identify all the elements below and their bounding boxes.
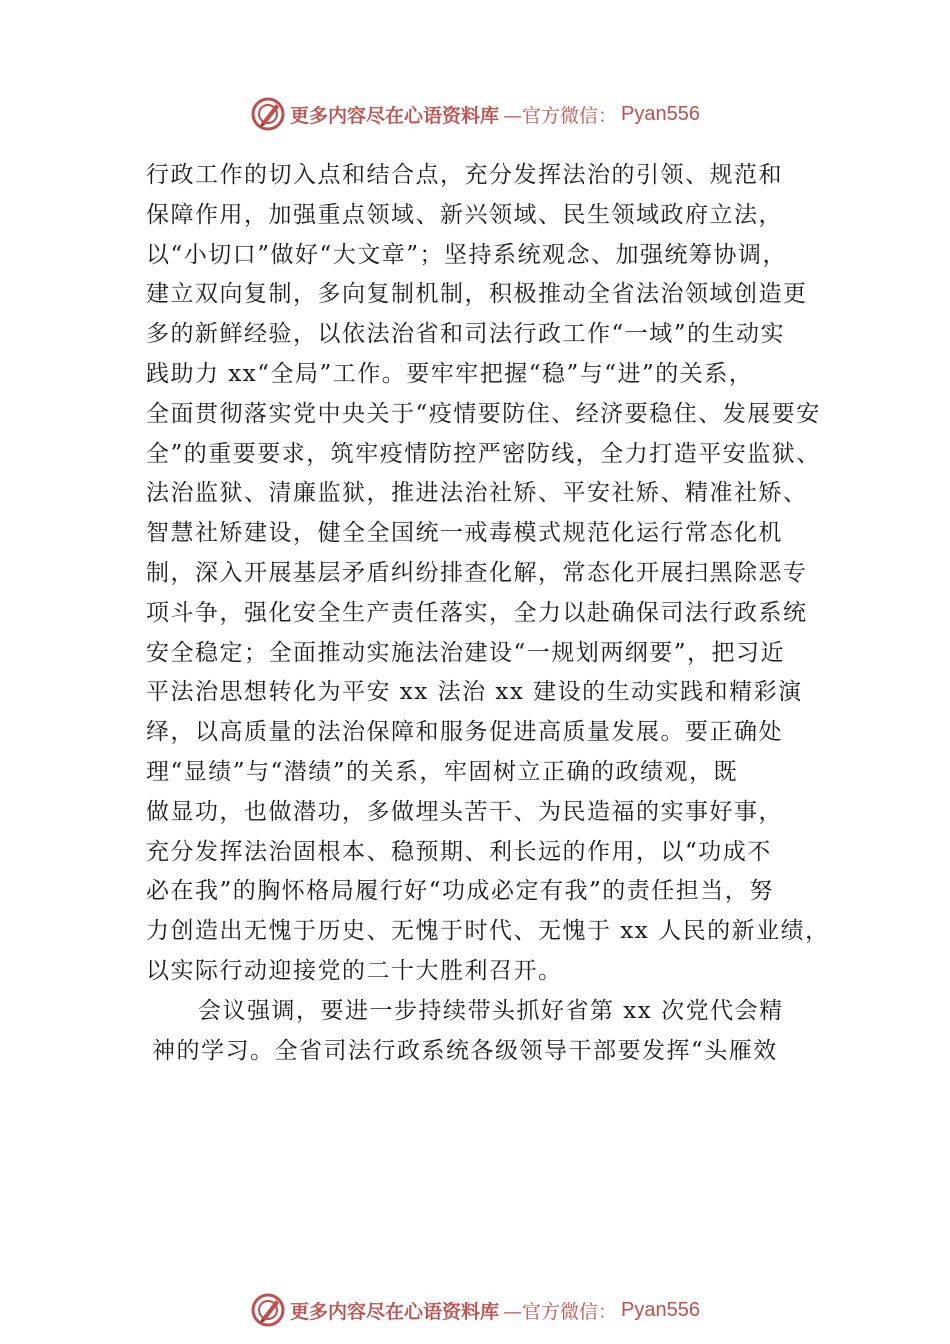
text-line: 以实际行动迎接党的二十大胜利召开。: [146, 957, 563, 984]
footer-banner: [0, 1290, 950, 1330]
text-line: 保障作用，加强重点领域、新兴领域、民生领域政府立法，: [146, 201, 783, 228]
text-line: 神的学习。全省司法行政系统各级领导干部要发挥“头雁效: [152, 1037, 778, 1064]
banner-title: 更多内容尽在心语资料库: [290, 104, 500, 127]
text-line: 以“小切口”做好“大文章”；坚持系统观念、加强统筹协调，: [146, 241, 788, 268]
banner-title: 更多内容尽在心语资料库: [290, 1300, 500, 1323]
banner-subtitle: —官方微信：: [503, 1300, 618, 1323]
banner-wechat-id: Pyan556: [621, 102, 700, 125]
text-line: 建立双向复制，多向复制机制，积极推动全省法治领域创造更: [146, 281, 808, 308]
text-line: 多的新鲜经验，以依法治省和司法行政工作“一域”的生动实: [146, 321, 786, 348]
text-line: 做显功，也做潜功，多做埋头苦干、为民造福的实事好事，: [146, 798, 783, 825]
text-line: 行政工作的切入点和结合点，充分发挥法治的引领、规范和: [146, 162, 783, 188]
text-line: 绎，以高质量的法治保障和服务促进高质量发展。要正确处: [146, 719, 783, 746]
text-line: 平法治思想转化为平安 xx 法治 xx 建设的生动实践和精彩演: [146, 679, 803, 706]
text-line: 法治监狱、清廉监狱，推进法治社矫、平安社矫、精准社矫、: [146, 480, 808, 507]
pen-logo-icon: [250, 96, 286, 132]
banner-wechat-id: Pyan556: [621, 1298, 700, 1321]
text-line: 力创造出无愧于历史、无愧于时代、无愧于 xx 人民的新业绩，: [146, 918, 830, 945]
text-line: 全面贯彻落实党中央关于“疫情要防住、经济要稳住、发展要安: [146, 400, 821, 427]
text-line: 必在我”的胸怀格局履行好“功成必定有我”的责任担当，努: [146, 878, 774, 905]
text-line: 智慧社矫建设，健全全国统一戒毒模式规范化运行常态化机: [146, 520, 783, 547]
text-line: 全”的重要要求，筑牢疫情防控严密防线，全力打造平安监狱、: [146, 440, 821, 467]
pen-logo-icon: [250, 1292, 286, 1328]
header-banner: [0, 94, 950, 134]
paragraph-start-line: 会议强调，要进一步持续带头抓好省第 xx 次党代会精: [198, 997, 784, 1024]
text-line: 制，深入开展基层矛盾纠纷排查化解，常态化开展扫黑除恶专: [146, 559, 808, 586]
text-line: 践助力 xx“全局”工作。要牢牢把握“稳”与“进”的关系，: [146, 360, 754, 387]
banner-subtitle: —官方微信：: [503, 104, 618, 127]
text-line: 理“显绩”与“潜绩”的关系，牢固树立正确的政绩观，既: [146, 758, 739, 785]
text-line: 充分发挥法治固根本、稳预期、利长远的作用，以“功成不: [146, 838, 772, 865]
text-line: 项斗争，强化安全生产责任落实，全力以赴确保司法行政系统: [146, 599, 808, 626]
document-body: [146, 156, 830, 1071]
text-line: 安全稳定；全面推动实施法治建设“一规划两纲要”，把习近: [146, 639, 786, 666]
